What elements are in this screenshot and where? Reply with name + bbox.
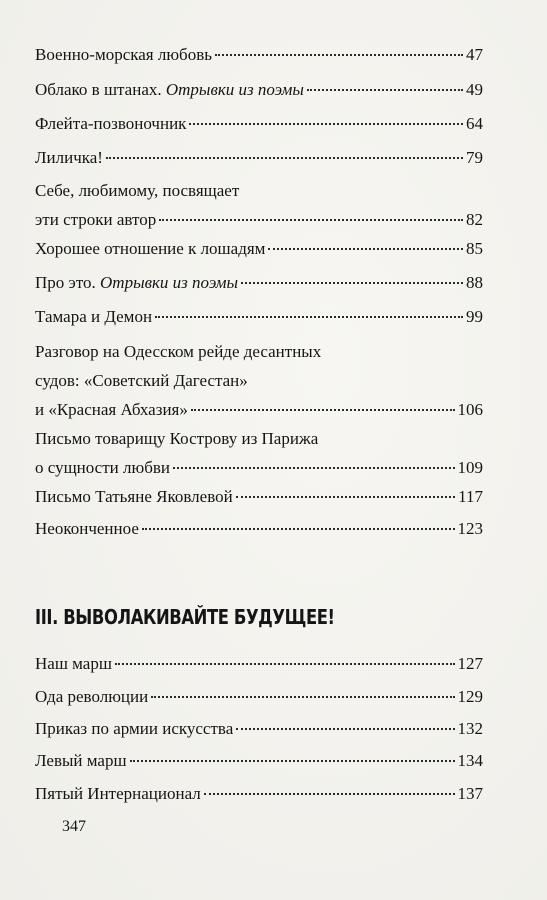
page-number: 347 xyxy=(62,818,86,835)
toc-entry xyxy=(35,486,483,508)
toc-entry-page: 49 xyxy=(466,80,483,99)
toc-entry xyxy=(35,79,483,101)
toc-entry-line: судов: «Советский Дагестан» xyxy=(35,371,248,390)
toc-entry xyxy=(35,750,483,772)
dot-leader xyxy=(191,409,455,411)
dot-leader xyxy=(236,496,455,498)
toc-entry xyxy=(35,686,483,708)
dot-leader xyxy=(189,123,463,125)
toc-entry-page: 106 xyxy=(457,400,483,419)
toc-entry-title: и «Красная Абхазия» xyxy=(35,400,188,419)
toc-entry-title: Ода революции xyxy=(35,687,149,706)
toc-entry xyxy=(35,147,483,169)
dot-leader xyxy=(173,467,455,469)
toc-entry xyxy=(35,783,483,805)
toc-entry-title: Письмо Татьяне Яковлевой xyxy=(35,487,233,506)
toc-entry xyxy=(35,44,483,66)
toc-entry-title: Пятый Интернационал xyxy=(35,784,201,803)
toc-entry-page: 129 xyxy=(457,687,483,706)
toc-entry-line: Себе, любимому, посвящает xyxy=(35,181,240,200)
dot-leader xyxy=(204,793,455,795)
toc-entry xyxy=(35,180,483,231)
toc-entry-page: 64 xyxy=(466,114,483,133)
toc-entry-page: 123 xyxy=(457,519,483,538)
toc-entry xyxy=(35,238,483,260)
toc-entry-title: Тамара и Демон xyxy=(35,307,153,326)
toc-entry-page: 137 xyxy=(457,784,483,803)
toc-entry xyxy=(35,341,483,421)
dot-leader xyxy=(268,248,463,250)
dot-leader xyxy=(115,663,455,665)
dot-leader xyxy=(151,696,454,698)
toc-entry xyxy=(35,718,483,740)
dot-leader xyxy=(155,316,463,318)
toc-entry-title: Облако в штанах. xyxy=(35,80,166,99)
toc-entry-line: Разговор на Одесском рейде десантных xyxy=(35,342,322,361)
dot-leader xyxy=(307,89,463,91)
toc-entry-page: 79 xyxy=(466,148,483,167)
dot-leader xyxy=(236,728,454,730)
toc-entry-title: Хорошее отношение к лошадям xyxy=(35,239,266,258)
toc-entry-title: Флейта-позвоночник xyxy=(35,114,187,133)
toc-entry-title: эти строки автор xyxy=(35,210,157,229)
toc-entry-subtitle: Отрывки из поэмы xyxy=(100,273,239,292)
toc-entry xyxy=(35,518,483,540)
toc-entry-title: Приказ по армии искусства xyxy=(35,719,234,738)
toc-entry-page: 99 xyxy=(466,307,483,326)
toc-entry-title: Военно-морская любовь xyxy=(35,45,212,64)
toc-entry xyxy=(35,306,483,328)
toc-entry-page: 134 xyxy=(457,751,483,770)
toc-entry-subtitle: Отрывки из поэмы xyxy=(165,80,304,99)
toc-entry-title: Лиличка! xyxy=(35,148,103,167)
toc-entry xyxy=(35,653,483,675)
toc-entry-page: 117 xyxy=(458,487,483,506)
toc-entry-page: 85 xyxy=(466,239,483,258)
dot-leader xyxy=(159,219,463,221)
toc-entry-page: 132 xyxy=(457,719,483,738)
dot-leader xyxy=(142,528,455,530)
toc-entry xyxy=(35,113,483,135)
toc-entry-page: 127 xyxy=(457,654,483,673)
dot-leader xyxy=(215,54,463,56)
toc-entry-page: 109 xyxy=(457,458,483,477)
toc-entry-line: Письмо товарищу Кострову из Парижа xyxy=(35,429,319,448)
dot-leader xyxy=(241,282,463,284)
dot-leader xyxy=(106,157,463,159)
toc-entry-title: о сущности любви xyxy=(35,458,170,477)
toc-entry-page: 47 xyxy=(466,45,483,64)
dot-leader xyxy=(130,760,455,762)
toc-entry-title: Левый марш xyxy=(35,751,127,770)
toc-entry-title: Наш марш xyxy=(35,654,112,673)
toc-entry-title: Про это. xyxy=(35,273,101,292)
toc-entry xyxy=(35,428,483,479)
toc-entry-title: Неоконченное xyxy=(35,519,139,538)
toc-entry xyxy=(35,272,483,294)
toc-entry-page: 88 xyxy=(466,273,483,292)
toc-entry-page: 82 xyxy=(466,210,483,229)
section-heading: III. ВЫВОЛАКИВАЙТЕ БУДУЩЕЕ! xyxy=(35,605,335,629)
